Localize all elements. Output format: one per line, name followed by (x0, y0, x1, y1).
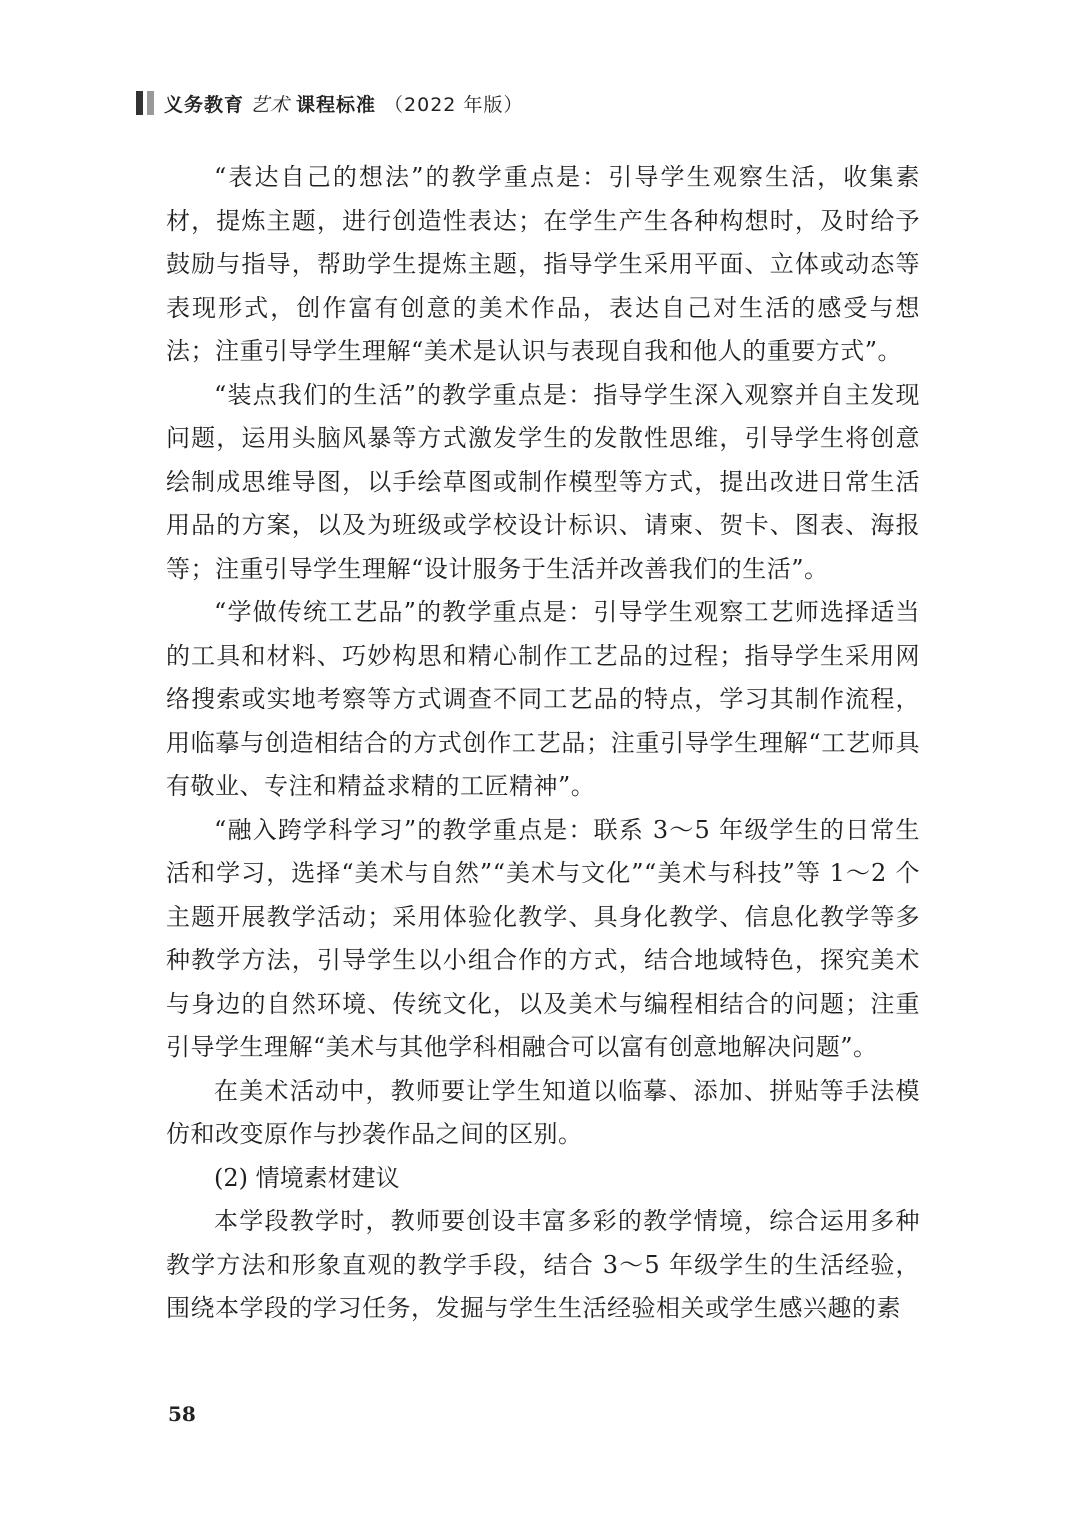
section-subheading: (2) 情境素材建议 (214, 1163, 400, 1192)
paragraph-express-ideas: “表达自己的想法”的教学重点是：引导学生观察生活，收集素材，提炼主题，进行创造性表达；在学生产生各种构想时，及时给予鼓励与指导，帮助学生提炼主题，指导学生采用平面、立体或动态等表现形式，创作富有创意的美术作品，表达自己对生活的感受与想法；注重引导学生理解“美术是认识与表现自我和他人的重要方式”。 (166, 163, 920, 365)
header-bar-marks (136, 91, 154, 115)
book-title (164, 90, 523, 117)
header-mark-light (147, 91, 154, 115)
paragraph-traditional-crafts: “学做传统工艺品”的教学重点是：引导学生观察工艺师选择适当的工具和材料、巧妙构思和精心制作工艺品的过程；指导学生采用网络搜索或实地考察等方式调查不同工艺品的特点，学习其制作流程，用临摹与创造相结合的方式创作工艺品；注重引导学生理解“工艺师具有敬业、专注和精益求精的工匠精神”。 (166, 598, 920, 800)
paragraph-decorate-life: “装点我们的生活”的教学重点是：指导学生深入观察并自主发现问题，运用头脑风暴等方式激发学生的发散性思维，引导学生将创意绘制成思维导图，以手绘草图或制作模型等方式，提出改进日常生活用品的方案，以及为班级或学校设计标识、请柬、贺卡、图表、海报等；注重引导学生理解“设计服务于生活并改善我们的生活”。 (166, 380, 920, 583)
book-edition: （2022 年版） (384, 93, 524, 116)
paragraph-interdisciplinary: “融入跨学科学习”的教学重点是：联系 3～5 年级学生的日常生活和学习，选择“美术与自然”“美术与文化”“美术与科技”等 1～2 个主题开展教学活动；采用体验化教学、具身化教学、信息化教学等多种教学方法，引导学生以小组合作的方式，结合地域特色，探究美术与身边的自然环境、传统文化，以及美术与编程相结合的问题；注重引导学生理解“美术与其他学科相融合可以富有创意地解决问题”。 (166, 815, 920, 1061)
paragraph-imitation-vs-plagiarism: 在美术活动中，教师要让学生知道以临摹、添加、拼贴等手法模仿和改变原作与抄袭作品之间的区别。 (166, 1076, 920, 1148)
paragraph-context-materials: 本学段教学时，教师要创设丰富多彩的教学情境，综合运用多种教学方法和形象直观的教学手段，结合 3～5 年级学生的生活经验，围绕本学段的学习任务，发掘与学生生活经验相关或学生感兴趣的素 (166, 1207, 920, 1322)
header-mark-dark (136, 91, 143, 115)
body-text (166, 156, 920, 1331)
book-title-rest: 课程标准 (296, 93, 377, 116)
book-title-subject: 艺术 (250, 93, 291, 116)
running-header (136, 86, 523, 120)
page-number: 58 (168, 1402, 196, 1426)
book-title-main: 义务教育 (164, 93, 245, 116)
